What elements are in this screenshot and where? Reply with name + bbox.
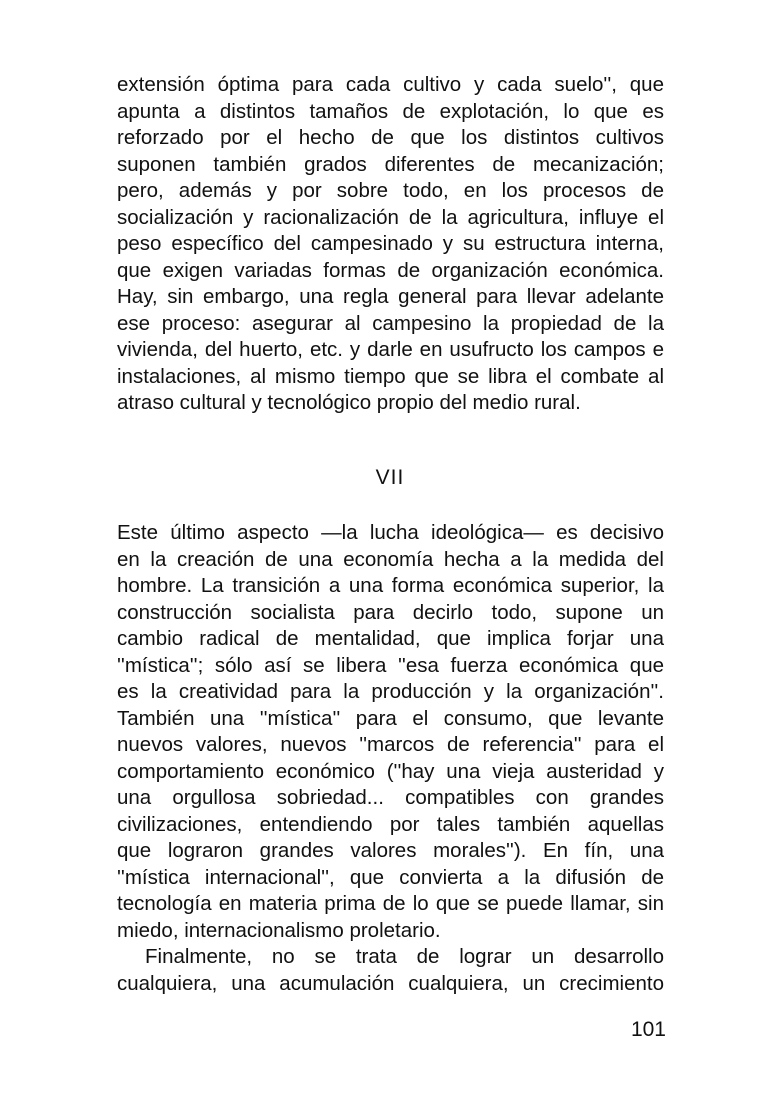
text-line: construcción socialista para decirlo todo, supone un bbox=[117, 600, 664, 624]
paragraph-continued bbox=[117, 72, 664, 417]
text-line: pero, además y por sobre todo, en los procesos de bbox=[117, 179, 664, 202]
text-line: reforzado por el hecho de que los distintos cultivos bbox=[117, 126, 664, 149]
text-line: vivienda, del huerto, etc. y darle en usufructo los campos e bbox=[117, 338, 664, 361]
text-line: que exigen variadas formas de organización económica. bbox=[117, 258, 664, 282]
section-heading: VII bbox=[375, 466, 405, 489]
text-line: ''mística internacional'', que convierta a la difusión de bbox=[117, 865, 664, 889]
text-line: instalaciones, al mismo tiempo que se libra el combate al bbox=[117, 364, 664, 388]
text-line: es la creatividad para la producción y la organización''. bbox=[117, 680, 664, 703]
text-line: Hay, sin embargo, una regla general para llevar adelante bbox=[117, 285, 664, 308]
text-line: peso específico del campesinado y su estructura interna, bbox=[117, 232, 664, 255]
text-line: cambio radical de mentalidad, que implica forjar una bbox=[117, 627, 664, 650]
section-body bbox=[117, 520, 664, 997]
text-line: tecnología en materia prima de lo que se puede llamar, sin bbox=[117, 892, 664, 915]
text-line: Finalmente, no se trata de lograr un desarrollo bbox=[145, 945, 664, 968]
text-line: Este último aspecto —la lucha ideológica— es decisivo bbox=[117, 521, 664, 544]
text-line: apunta a distintos tamaños de explotación, lo que es bbox=[117, 99, 664, 123]
text-line: en la creación de una economía hecha a la medida del bbox=[117, 547, 664, 571]
text-line: miedo, internacionalismo proletario. bbox=[117, 918, 441, 942]
text-line: cualquiera, una acumulación cualquiera, un crecimiento bbox=[117, 971, 664, 995]
page-number: 101 bbox=[630, 1018, 666, 1041]
text-line: socialización y racionalización de la agricultura, influye el bbox=[117, 205, 664, 229]
text-line: que lograron grandes valores morales''). En fín, una bbox=[117, 839, 664, 862]
text-line: También una ''mística'' para el consumo, que levante bbox=[117, 706, 664, 730]
text-line: comportamiento económico (''hay una vieja austeridad y bbox=[117, 759, 664, 783]
text-line: una orgullosa sobriedad... compatibles con grandes bbox=[117, 786, 664, 809]
text-line: suponen también grados diferentes de mecanización; bbox=[117, 152, 664, 176]
text-line: ''mística''; sólo así se libera ''esa fuerza económica que bbox=[117, 653, 664, 677]
text-line: extensión óptima para cada cultivo y cada suelo'', que bbox=[117, 73, 664, 96]
text-line: nuevos valores, nuevos ''marcos de referencia'' para el bbox=[117, 733, 664, 756]
text-line: hombre. La transición a una forma económica superior, la bbox=[117, 574, 664, 597]
text-line: atraso cultural y tecnológico propio del medio rural. bbox=[117, 391, 581, 414]
text-line: civilizaciones, entendiendo por tales también aquellas bbox=[117, 812, 664, 836]
text-line: ese proceso: asegurar al campesino la propiedad de la bbox=[117, 311, 664, 335]
